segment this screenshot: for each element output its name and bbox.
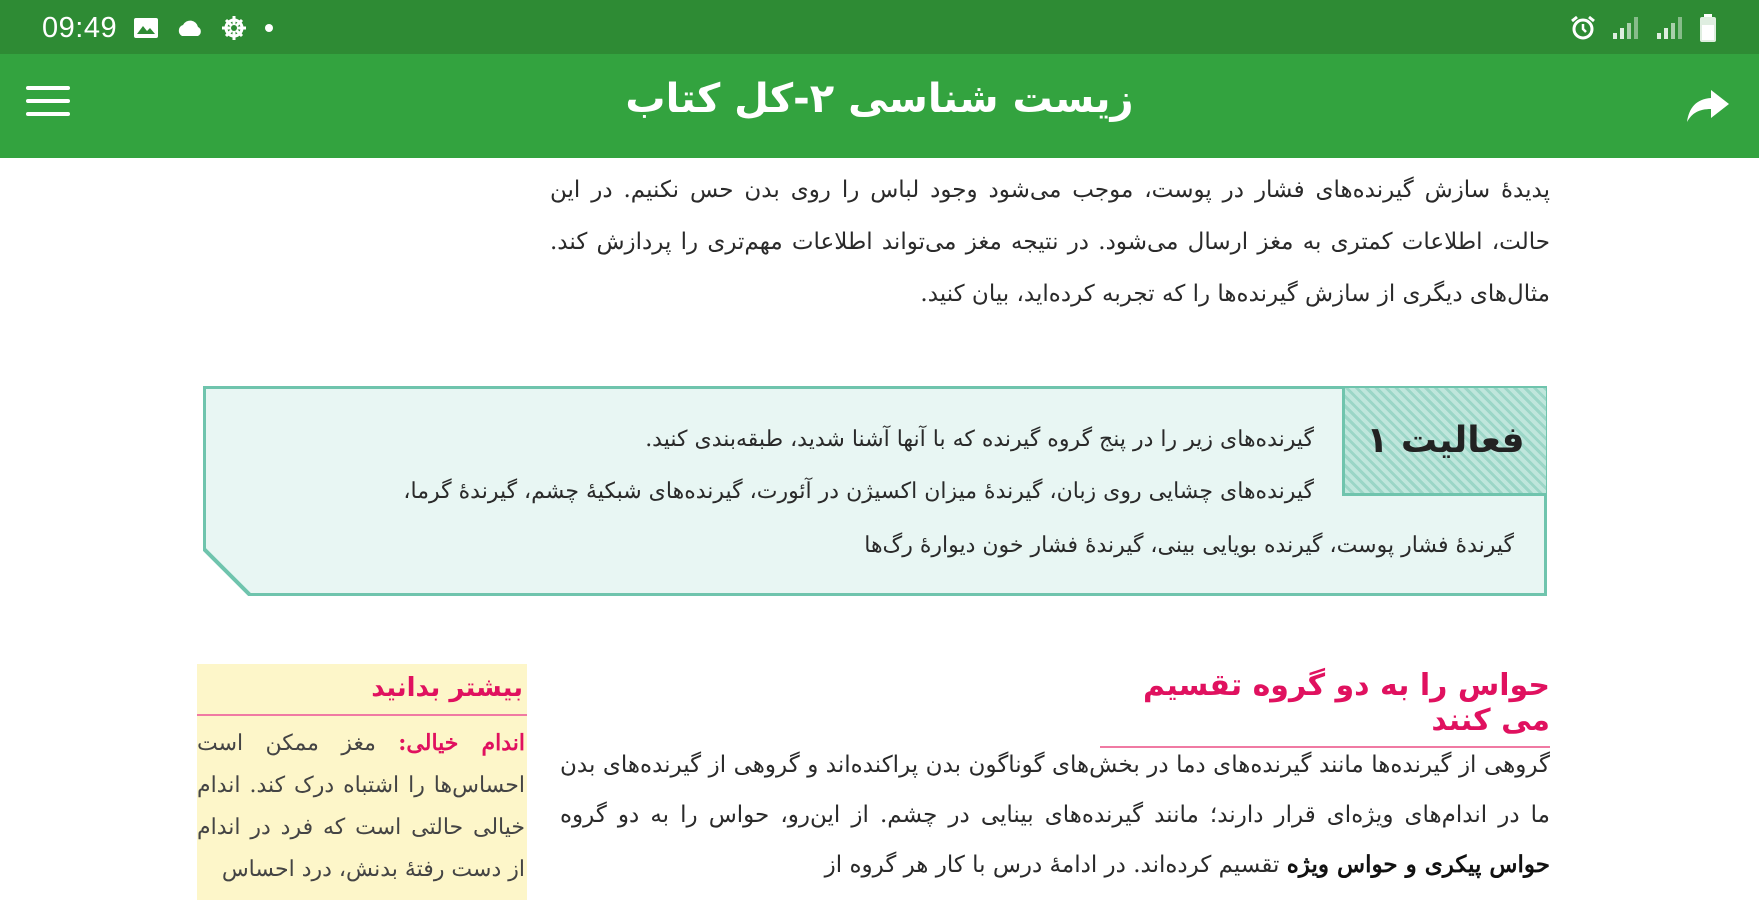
section-paragraph-end: تقسیم کرده‌اند. در ادامهٔ درس با کار هر گروه از — [824, 852, 1287, 878]
settings-icon — [221, 15, 247, 41]
dot-icon — [263, 22, 275, 34]
status-bar — [0, 0, 1759, 54]
sidebar-body: مغز ممکن است احساس‌ها را اشتباه درک کند. اندام خیالی حالتی است که فرد در اندام از دست رفتهٔ بدنش، درد احساس — [197, 731, 525, 882]
more-info-sidebar — [197, 664, 527, 900]
activity-tab — [1342, 388, 1546, 496]
signal-icon — [1655, 15, 1685, 41]
section-heading: حواس را به دو گروه تقسیم می کنند — [1100, 668, 1550, 748]
bold-term-special: حواس ویژه — [1286, 851, 1398, 878]
activity-line-3: گیرندهٔ فشار پوست، گیرنده بویایی بینی، گیرندهٔ فشار خون دیوارهٔ رگ‌ها — [864, 533, 1514, 558]
signal-icon — [1611, 15, 1641, 41]
status-left — [42, 8, 275, 48]
bold-term-somatic: حواس پیکری — [1424, 851, 1550, 878]
book-page — [0, 158, 1759, 900]
activity-title: فعالیت ۱ — [1366, 420, 1525, 461]
alarm-icon — [1569, 14, 1597, 42]
section-paragraph — [560, 740, 1550, 890]
image-icon — [133, 16, 159, 40]
status-time: 09:49 — [42, 11, 118, 44]
share-icon[interactable] — [1685, 84, 1731, 128]
bold-term-conj: و — [1397, 851, 1425, 878]
app-bar — [0, 54, 1759, 158]
sidebar-text — [197, 716, 527, 891]
section-paragraph-start: گروهی از گیرنده‌ها مانند گیرنده‌های دما در بخش‌های گوناگون بدن پراکنده‌اند و گروهی از گیرنده‌های بدن ما در اندام‌های ویژه‌ای قرار دارند؛ مانند گیرنده‌های بینایی در چشم. از این‌رو، حواس را به دو گروه — [560, 752, 1550, 828]
status-right — [1569, 10, 1717, 46]
battery-icon — [1699, 13, 1717, 43]
activity-line-2: گیرنده‌های چشایی روی زبان، گیرندهٔ میزان اکسیژن در آئورت، گیرنده‌های شبکیهٔ چشم، گیرندهٔ گرما، — [403, 479, 1314, 504]
cloud-icon — [175, 17, 205, 39]
sidebar-keyword: اندام خیالی: — [398, 730, 525, 756]
activity-line-1: گیرنده‌های زیر را در پنج گروه گیرنده که با آنها آشنا شدید، طبقه‌بندی کنید. — [645, 427, 1314, 452]
sidebar-title: بیشتر بدانید — [197, 664, 527, 716]
page-title: زیست شناسی ۲-کل کتاب — [625, 76, 1134, 122]
intro-paragraph: پدیدهٔ سازش گیرنده‌های فشار در پوست، موجب می‌شود وجود لباس را روی بدن حس نکنیم. در این حالت، اطلاعات کمتری به مغز ارسال می‌شود. در نتیجه مغز می‌تواند اطلاعات مهم‌تری را پردازش کند. مثال‌های دیگری از سازش گیرنده‌ها را که تجربه کرده‌اید، بیان کنید. — [550, 177, 1550, 307]
